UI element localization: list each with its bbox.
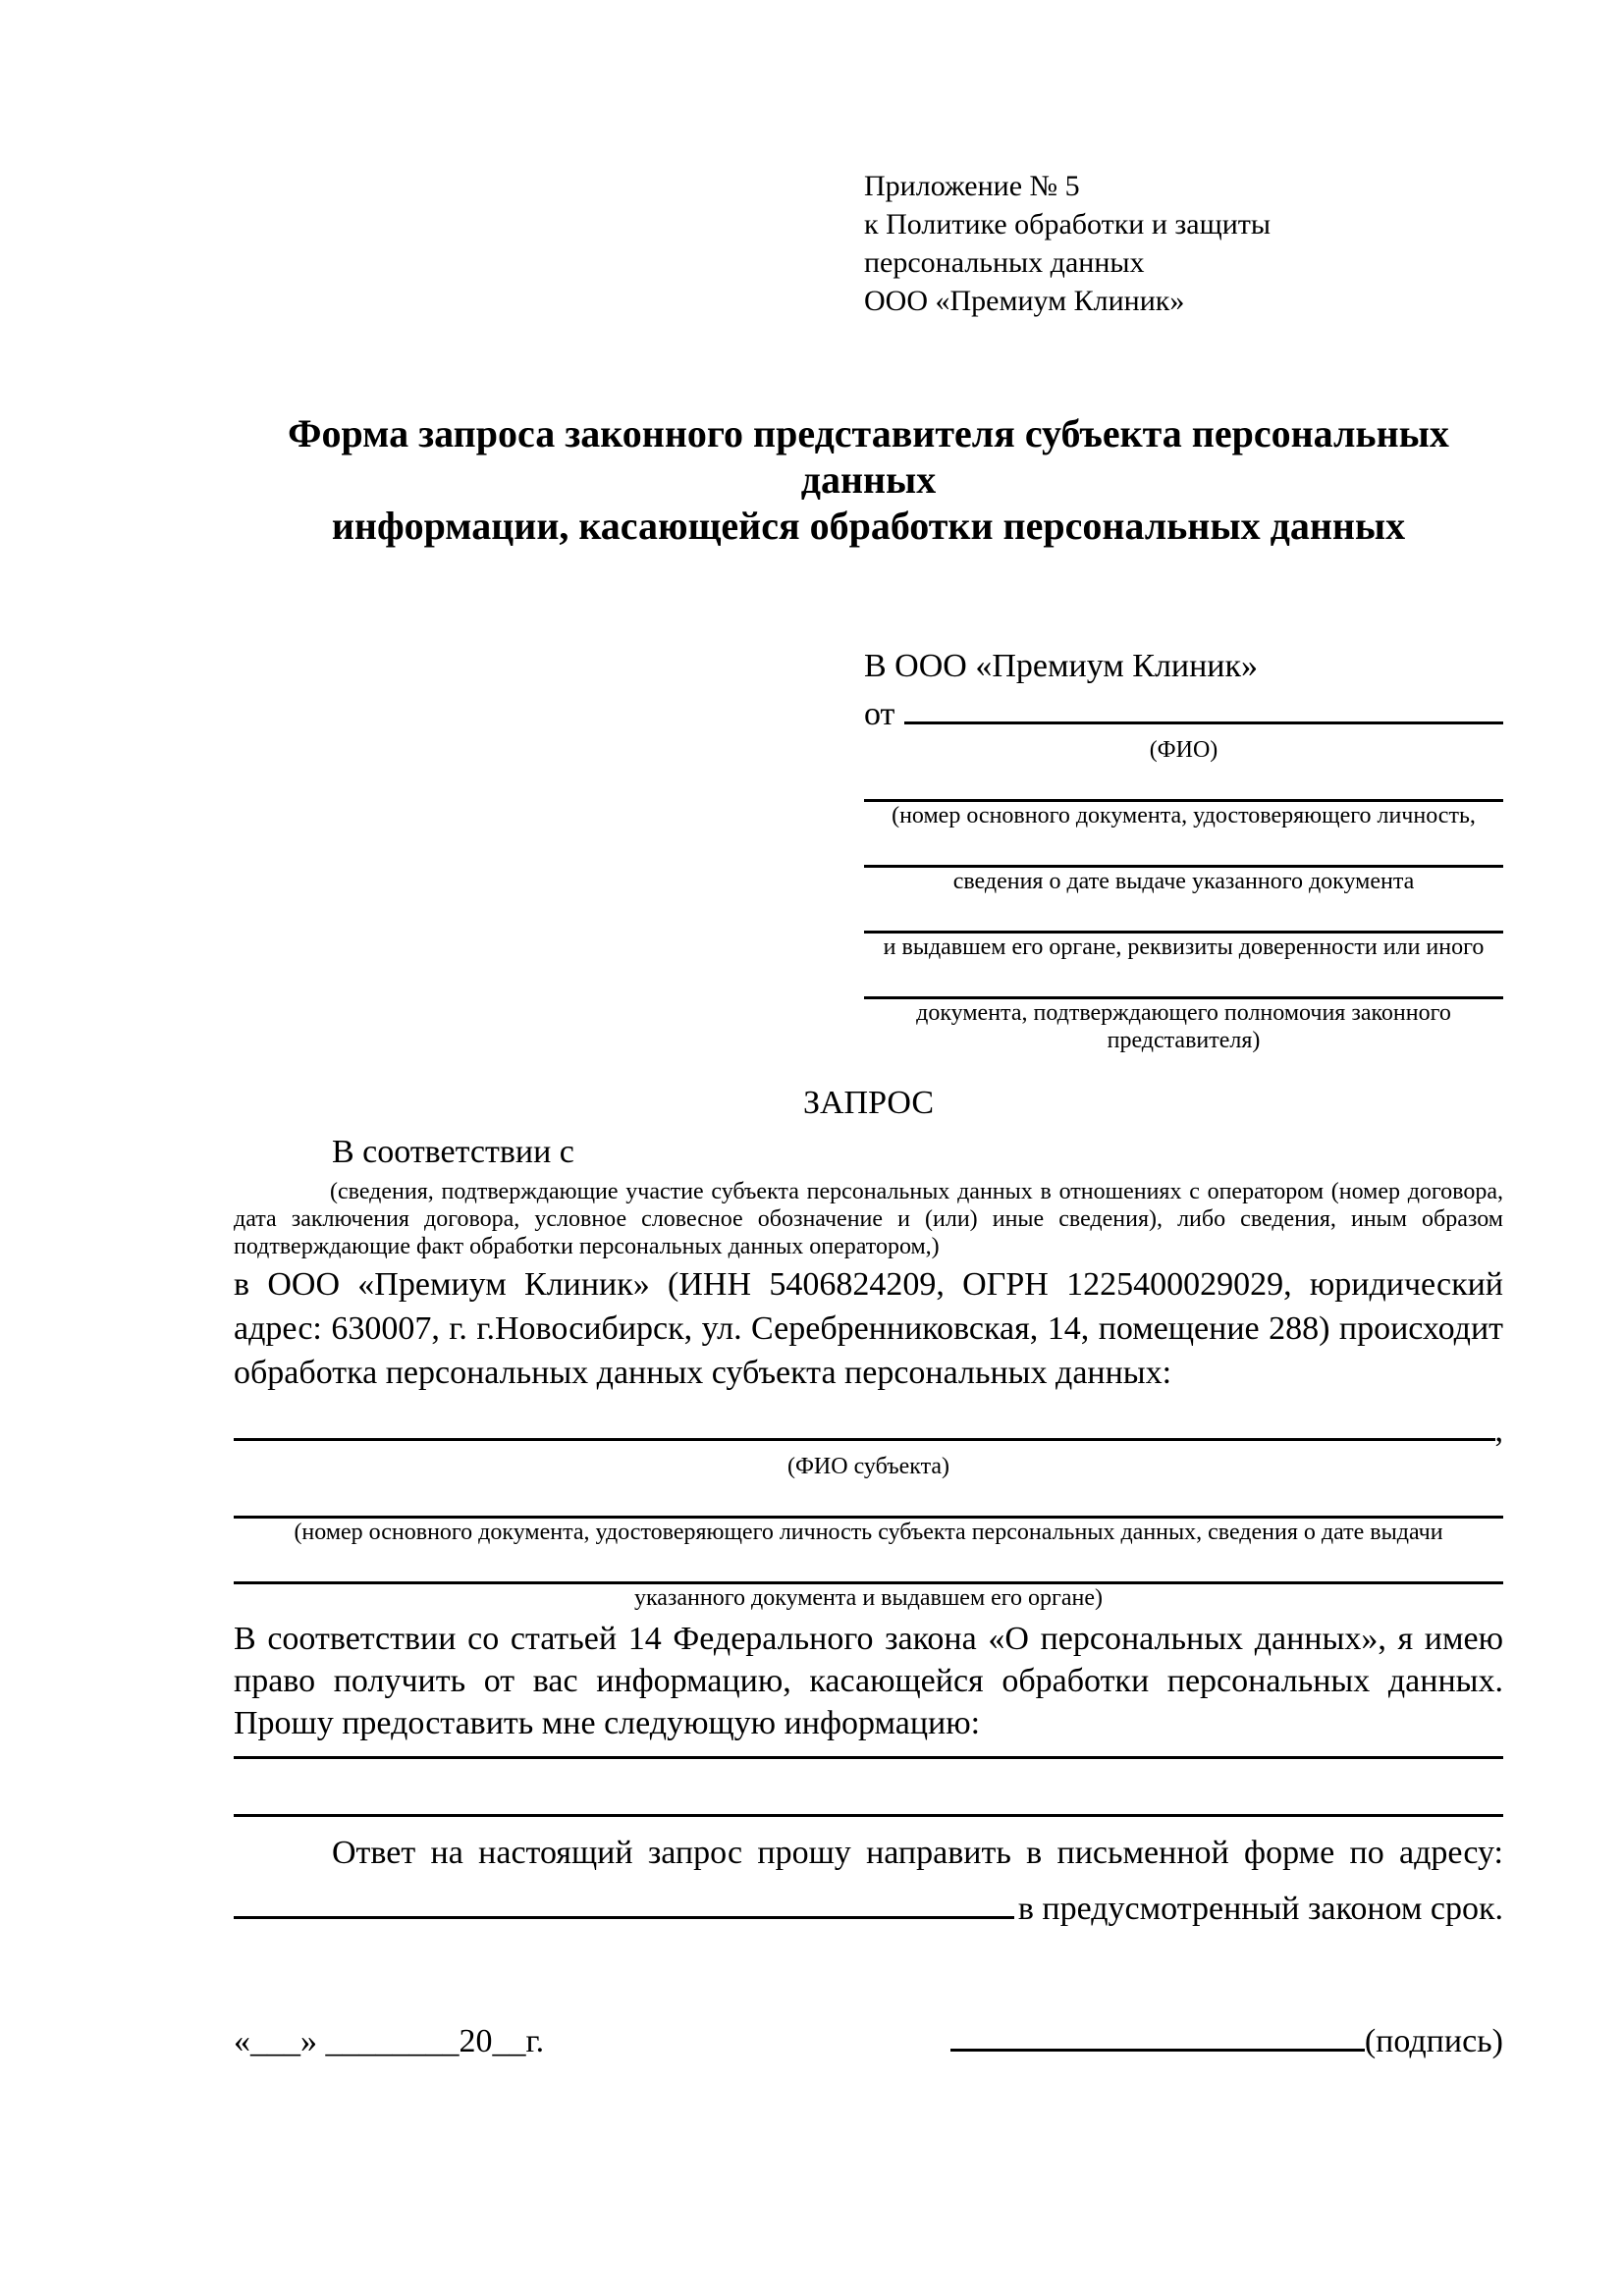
title-line-2: информации, касающейся обработки персональных данных xyxy=(331,504,1406,548)
annex-note xyxy=(864,167,1503,320)
law-paragraph: В соответствии со статьей 14 Федерального закона «О персональных данных», я имею право получить от вас информацию, касающейся обработки персональных данных. Прошу предоставить мне следующую информацию: xyxy=(234,1621,1503,1741)
fill-line-caption-3: и выдавшем его органе, реквизиты доверенности или иного xyxy=(883,934,1485,960)
subject-doc-caption-1: (номер основного документа, удостоверяющего личность субъекта персональных данных, сведения о дате выдачи xyxy=(294,1520,1443,1545)
subject-fio-fill-line xyxy=(234,1405,1495,1441)
fill-line-caption-2: сведения о дате выдаче указанного документа xyxy=(952,869,1415,894)
fill-line xyxy=(234,1480,1503,1519)
subject-fio-caption: (ФИО субъекта) xyxy=(786,1454,950,1479)
annex-line-4: ООО «Премиум Клиник» xyxy=(864,285,1185,317)
subject-fio-row xyxy=(234,1405,1503,1453)
fill-line xyxy=(234,1756,1503,1759)
from-fill-line xyxy=(904,688,1503,724)
fill-line xyxy=(234,1546,1503,1584)
fill-line-caption-4: документа, подтверждающего полномочия законного представителя) xyxy=(916,1000,1451,1053)
from-label: от xyxy=(864,696,895,732)
signature-caption: (подпись) xyxy=(1364,2023,1503,2059)
subject-line-suffix: , xyxy=(1494,1413,1503,1449)
addressee-block xyxy=(864,645,1503,1054)
annex-line-1: Приложение № 5 xyxy=(864,170,1080,202)
fill-line xyxy=(234,1814,1503,1817)
addressee-to: В ООО «Премиум Клиник» xyxy=(864,648,1259,684)
fill-line xyxy=(864,764,1503,802)
accordance-caption: (сведения, подтверждающие участие субъекта персональных данных в отношениях с оператором (номер договора, дата заключения договора, условное словесное обозначение и (или) иные сведения), либо сведения, иным образом подтверждающие факт обработки персональных данных оператором,) xyxy=(234,1179,1503,1259)
signature-fill-line xyxy=(950,2015,1365,2052)
title-line-1: Форма запроса законного представителя субъекта персональных данных xyxy=(288,411,1449,502)
fill-line xyxy=(864,829,1503,868)
signature-block xyxy=(950,2015,1503,2063)
fill-line xyxy=(864,961,1503,999)
footer-row xyxy=(234,2015,1503,2063)
fill-line xyxy=(864,895,1503,934)
fill-line-caption-1: (номер основного документа, удостоверяющего личность, xyxy=(892,803,1476,828)
operator-paragraph: в ООО «Премиум Клиник» (ИНН 5406824209, ОГРН 1225400029029, юридический адрес: 630007, г. г.Новосибирск, ул. Серебренниковская, 14, помещение 288) происходит обработка персональных данных субъекта персональных данных: xyxy=(234,1266,1503,1391)
fio-caption: (ФИО) xyxy=(1149,737,1218,763)
reply-sentence: Ответ на настоящий запрос прошу направить в письменной форме по адресу: xyxy=(332,1835,1503,1871)
annex-line-3: персональных данных xyxy=(864,246,1145,279)
accordance-row xyxy=(234,1131,1503,1174)
subject-doc-caption-2: указанного документа и выдавшем его органе) xyxy=(633,1585,1104,1611)
annex-line-2: к Политике обработки и защиты xyxy=(864,208,1272,240)
document-title xyxy=(234,410,1503,549)
accordance-label: В соответствии с xyxy=(332,1134,574,1170)
reply-address-fill-line xyxy=(234,1883,1014,1919)
request-heading: ЗАПРОС xyxy=(802,1085,935,1121)
reply-address-row xyxy=(234,1883,1503,1931)
addressee-from-row xyxy=(864,688,1503,736)
reply-suffix: в предусмотренный законом срок. xyxy=(1017,1891,1503,1927)
date-line: «___» ________20__г. xyxy=(234,2023,545,2059)
